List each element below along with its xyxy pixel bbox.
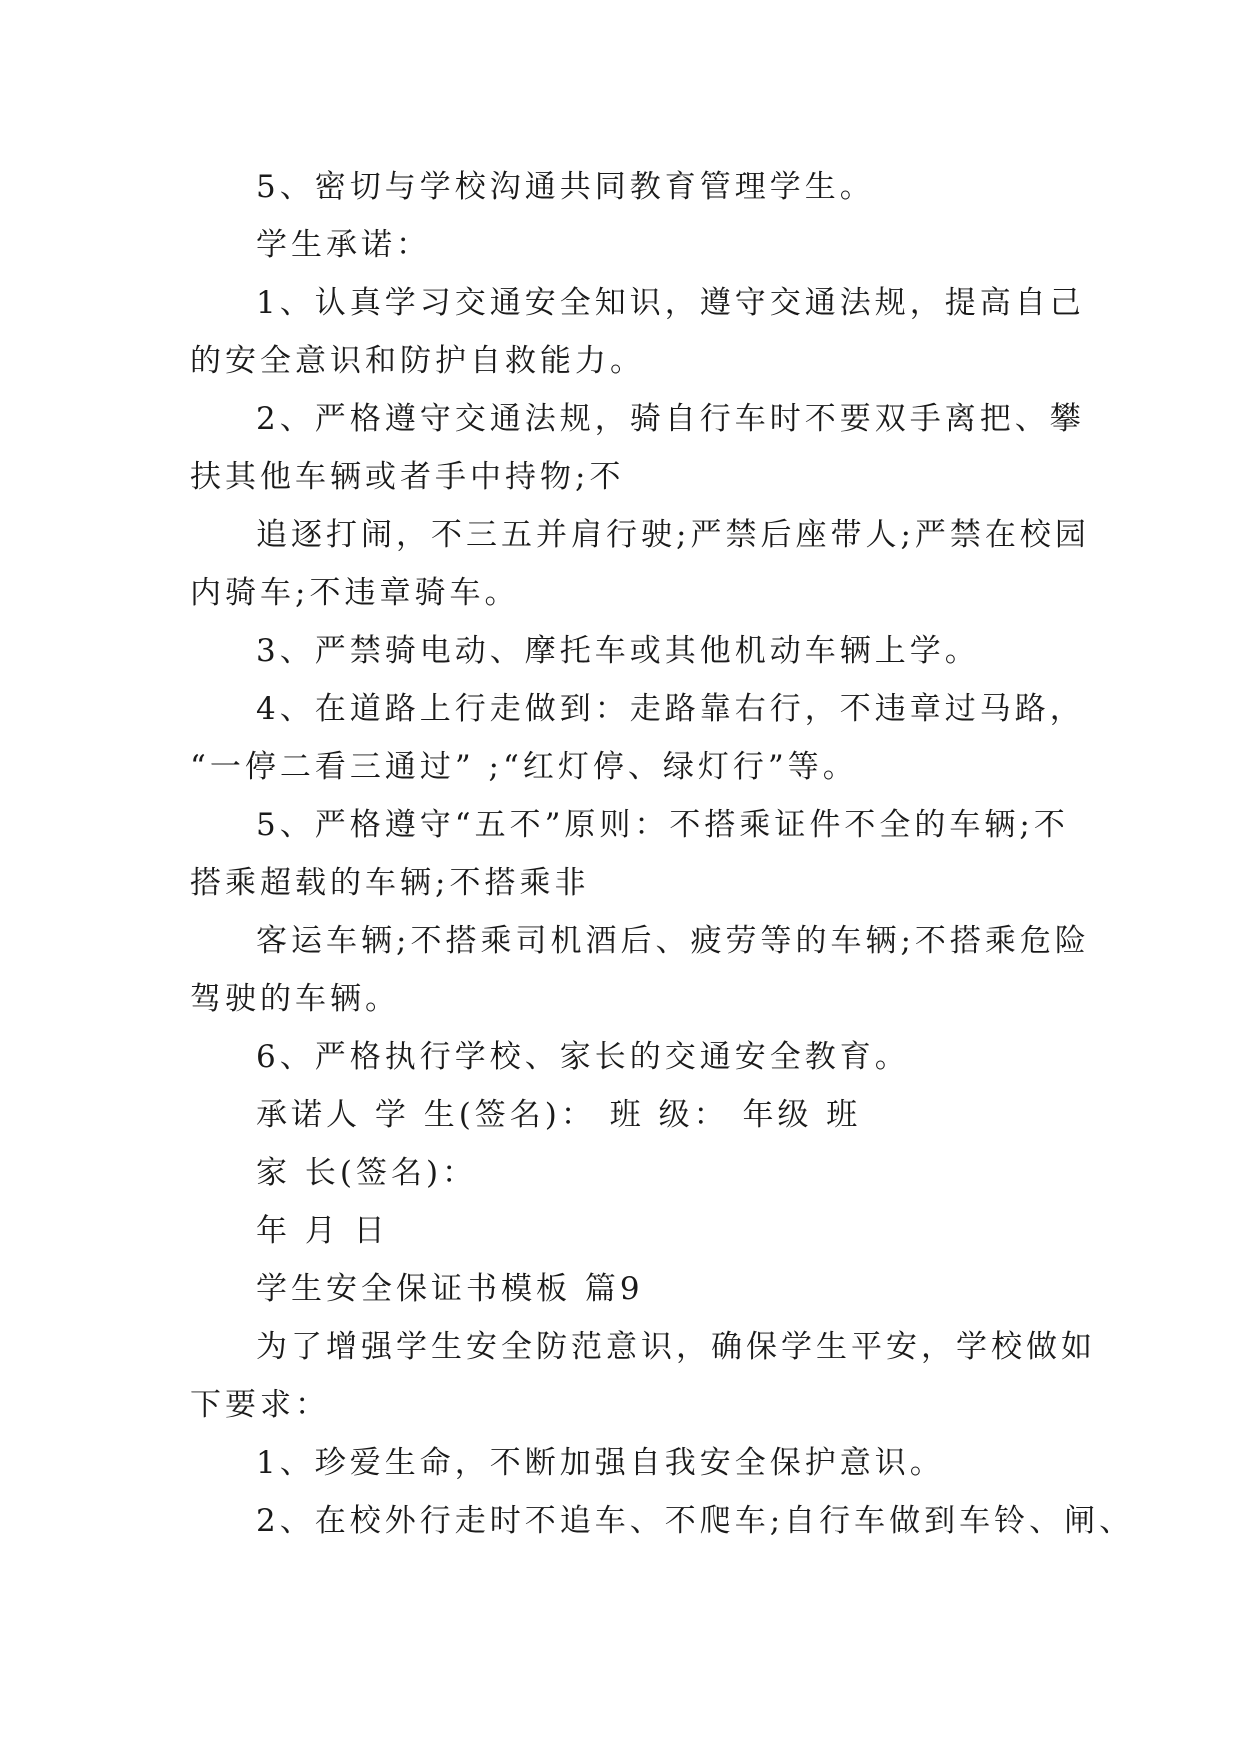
paragraph-line: 5、密切与学校沟通共同教育管理学生。: [256, 169, 875, 205]
paragraph-line: 5、严格遵守“五不”原则：不搭乘证件不全的车辆;不: [256, 807, 1069, 843]
paragraph-line: 1、认真学习交通安全知识，遵守交通法规，提高自己: [256, 285, 1085, 321]
paragraph-line: 内骑车;不违章骑车。: [190, 575, 520, 611]
signature-line: 家 长(签名)：: [256, 1155, 478, 1191]
paragraph-line: 1、珍爱生命，不断加强自我安全保护意识。: [256, 1445, 945, 1481]
paragraph-line: 扶其他车辆或者手中持物;不: [190, 459, 625, 495]
paragraph-line: “一停二看三通过” ;“红灯停、绿灯行”等。: [190, 749, 858, 785]
section-heading: 学生安全保证书模板 篇9: [256, 1271, 644, 1307]
paragraph-line: 驾驶的车辆。: [190, 981, 400, 1017]
paragraph-line: 6、严格执行学校、家长的交通安全教育。: [256, 1039, 910, 1075]
paragraph-line: 为了增强学生安全防范意识，确保学生平安，学校做如: [256, 1329, 1096, 1365]
signature-line: 承诺人 学 生(签名)： 班 级： 年级 班: [256, 1097, 862, 1133]
paragraph-line: 3、严禁骑电动、摩托车或其他机动车辆上学。: [256, 633, 980, 669]
paragraph-line: 追逐打闹，不三五并肩行驶;严禁后座带人;严禁在校园: [256, 517, 1090, 553]
paragraph-line: 2、在校外行走时不追车、不爬车;自行车做到车铃、闸、: [256, 1503, 1135, 1539]
paragraph-line: 下要求：: [190, 1387, 330, 1423]
date-line: 年 月 日: [256, 1213, 389, 1249]
paragraph-line: 搭乘超载的车辆;不搭乘非: [190, 865, 590, 901]
paragraph-line: 4、在道路上行走做到：走路靠右行，不违章过马路，: [256, 691, 1085, 727]
paragraph-line: 的安全意识和防护自救能力。: [190, 343, 645, 379]
paragraph-line: 学生承诺：: [256, 227, 431, 263]
paragraph-line: 2、严格遵守交通法规，骑自行车时不要双手离把、攀: [256, 401, 1085, 437]
paragraph-line: 客运车辆;不搭乘司机酒后、疲劳等的车辆;不搭乘危险: [256, 923, 1090, 959]
